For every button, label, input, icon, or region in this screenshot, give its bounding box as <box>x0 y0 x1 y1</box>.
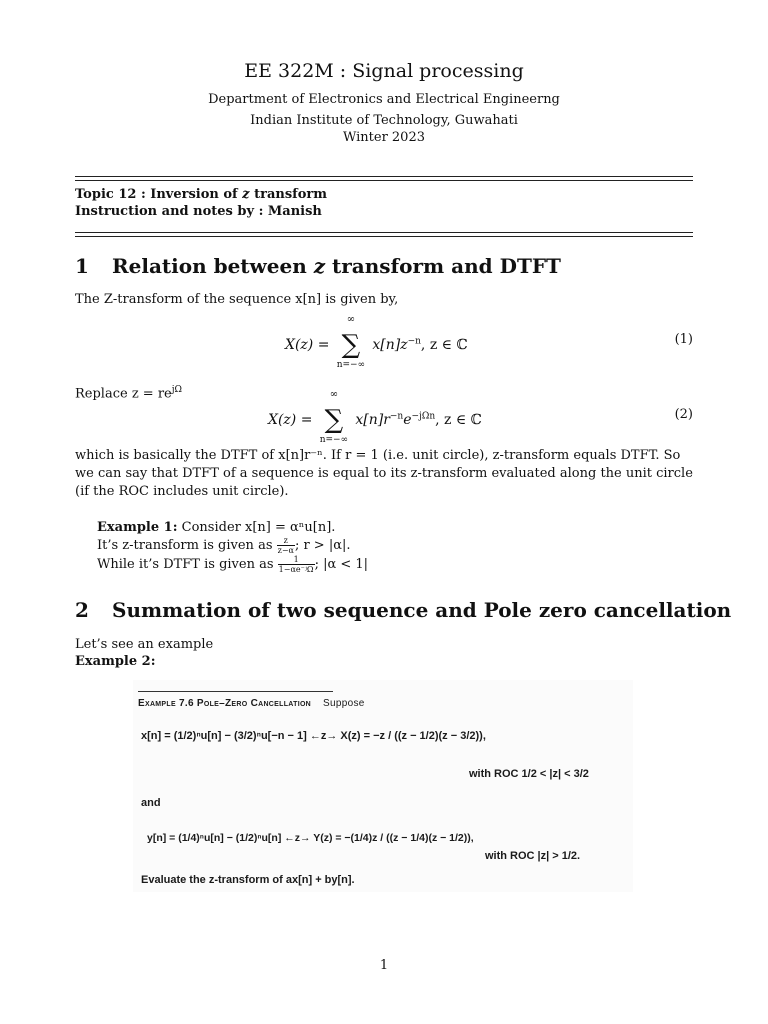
equation-1-lhs: X(z) = <box>285 337 330 353</box>
example-1-z-suffix: ; r > |α|. <box>294 538 351 553</box>
example-1-text: Consider x[n] = αⁿu[n]. <box>177 520 336 535</box>
section-1-explanation: which is basically the DTFT of x[n]r⁻ⁿ. If r = 1 (i.e. unit circle), z-transform equals DTFT. So we can say that DTFT of a sequence is equal to its z-transform evaluated along the unit circle (if the ROC includes unit circle). <box>75 448 693 499</box>
author-line: Instruction and notes by : Manish <box>75 204 322 219</box>
equation-1-exponent: −n <box>407 336 421 347</box>
section-1-heading <box>75 254 561 278</box>
section-1-number: 1 <box>75 254 89 278</box>
sum-lower-limit: n=−∞ <box>319 435 349 445</box>
course-title: EE 322M : Signal processing <box>244 60 524 82</box>
equation-2-exponent-2: −jΩn <box>411 411 436 422</box>
example-2-label: Example 2: <box>75 654 156 669</box>
sum-upper-limit: ∞ <box>346 314 356 325</box>
institute-name: Indian Institute of Technology, Guwahati <box>250 113 518 128</box>
section-2-intro: Let’s see an example <box>75 637 214 652</box>
topic-suffix: transform <box>249 187 328 202</box>
section-2-heading <box>75 598 731 622</box>
equation-2-lhs: X(z) = <box>268 412 313 428</box>
excerpt-and: and <box>141 797 161 809</box>
excerpt-top-rule <box>138 691 333 692</box>
page-number: 1 <box>379 958 389 973</box>
excerpt-y-definition: y[n] = (1/4)ⁿu[n] − (1/2)ⁿu[n] ←z→ Y(z) = −(1/4)z / ((z − 1/4)(z − 1/2)), <box>147 832 474 844</box>
excerpt-heading <box>138 698 365 709</box>
replace-text: Replace z = re <box>75 386 172 402</box>
excerpt-suppose: Suppose <box>323 698 365 709</box>
example-1-line-1 <box>97 519 368 536</box>
topic-var: z <box>242 187 250 202</box>
example-1-z-prefix: It’s z-transform is given as <box>97 538 277 553</box>
example-1-label: Example 1: <box>97 520 178 535</box>
excerpt-x-definition: x[n] = (1/2)ⁿu[n] − (3/2)ⁿu[−n − 1] ←z→ X(z) = −z / ((z − 1/2)(z − 3/2)), <box>141 730 486 742</box>
z-transform-fraction <box>277 536 295 555</box>
divider-top-1 <box>75 176 693 177</box>
sum-lower-limit: n=−∞ <box>336 360 366 370</box>
summation-sign: ∑ ∞ n=−∞ <box>317 405 351 435</box>
example-1 <box>97 519 368 574</box>
section-2-title: Summation of two sequence and Pole zero cancellation <box>112 598 732 622</box>
dtft-fraction-denominator: 1−αe⁻ʲΩ <box>278 565 314 574</box>
z-fraction-numerator: z <box>277 536 295 546</box>
replace-exponent: jΩ <box>171 385 182 395</box>
summation-sign: ∑ ∞ n=−∞ <box>334 330 368 360</box>
section-1-title-var: z <box>313 254 326 278</box>
equation-2-body <box>268 389 482 445</box>
term: Winter 2023 <box>342 130 425 145</box>
equation-2-rhs: x[n]r <box>355 412 390 428</box>
divider-bottom-1 <box>75 232 693 233</box>
equation-2-mid: e <box>403 412 412 428</box>
topic-line <box>75 187 327 202</box>
divider-top-2 <box>75 180 693 181</box>
example-1-dtft-suffix: ; |α < 1| <box>314 557 369 572</box>
example-1-line-3 <box>97 555 368 574</box>
section-1-title-b: transform and DTFT <box>325 254 561 278</box>
divider-bottom-2 <box>75 236 693 237</box>
replace-line <box>75 381 693 403</box>
section-2-number: 2 <box>75 598 89 622</box>
equation-1-rhs: x[n]z <box>372 337 408 353</box>
equation-1-domain: , z ∈ ℂ <box>420 337 468 353</box>
excerpt-task: Evaluate the z-transform of ax[n] + by[n]. <box>141 874 355 886</box>
example-1-dtft-prefix: While it’s DTFT is given as <box>97 557 278 572</box>
department-name: Department of Electronics and Electrical Engineerng <box>208 92 560 107</box>
equation-1 <box>75 314 693 370</box>
excerpt-heading-text: Example 7.6 Pole–Zero Cancellation <box>138 698 312 709</box>
example-1-line-2 <box>97 536 368 555</box>
section-1-intro: The Z-transform of the sequence x[n] is given by, <box>75 292 399 307</box>
equation-2-domain: , z ∈ ℂ <box>435 412 482 428</box>
dtft-fraction <box>278 555 315 574</box>
section-1-title-a: Relation between <box>112 254 314 278</box>
textbook-excerpt-image <box>133 680 633 892</box>
topic-prefix: Topic 12 : Inversion of <box>75 187 243 202</box>
equation-1-body <box>285 314 468 370</box>
sum-upper-limit: ∞ <box>329 389 339 400</box>
excerpt-x-roc: with ROC 1/2 < |z| < 3/2 <box>469 768 589 780</box>
equation-2-exponent-1: −n <box>389 411 404 422</box>
z-fraction-denominator: z−α <box>277 546 294 555</box>
dtft-fraction-numerator: 1 <box>278 555 315 565</box>
excerpt-y-roc: with ROC |z| > 1/2. <box>485 850 581 862</box>
equation-1-tag: (1) <box>674 332 693 347</box>
equation-2-tag: (2) <box>674 407 693 422</box>
